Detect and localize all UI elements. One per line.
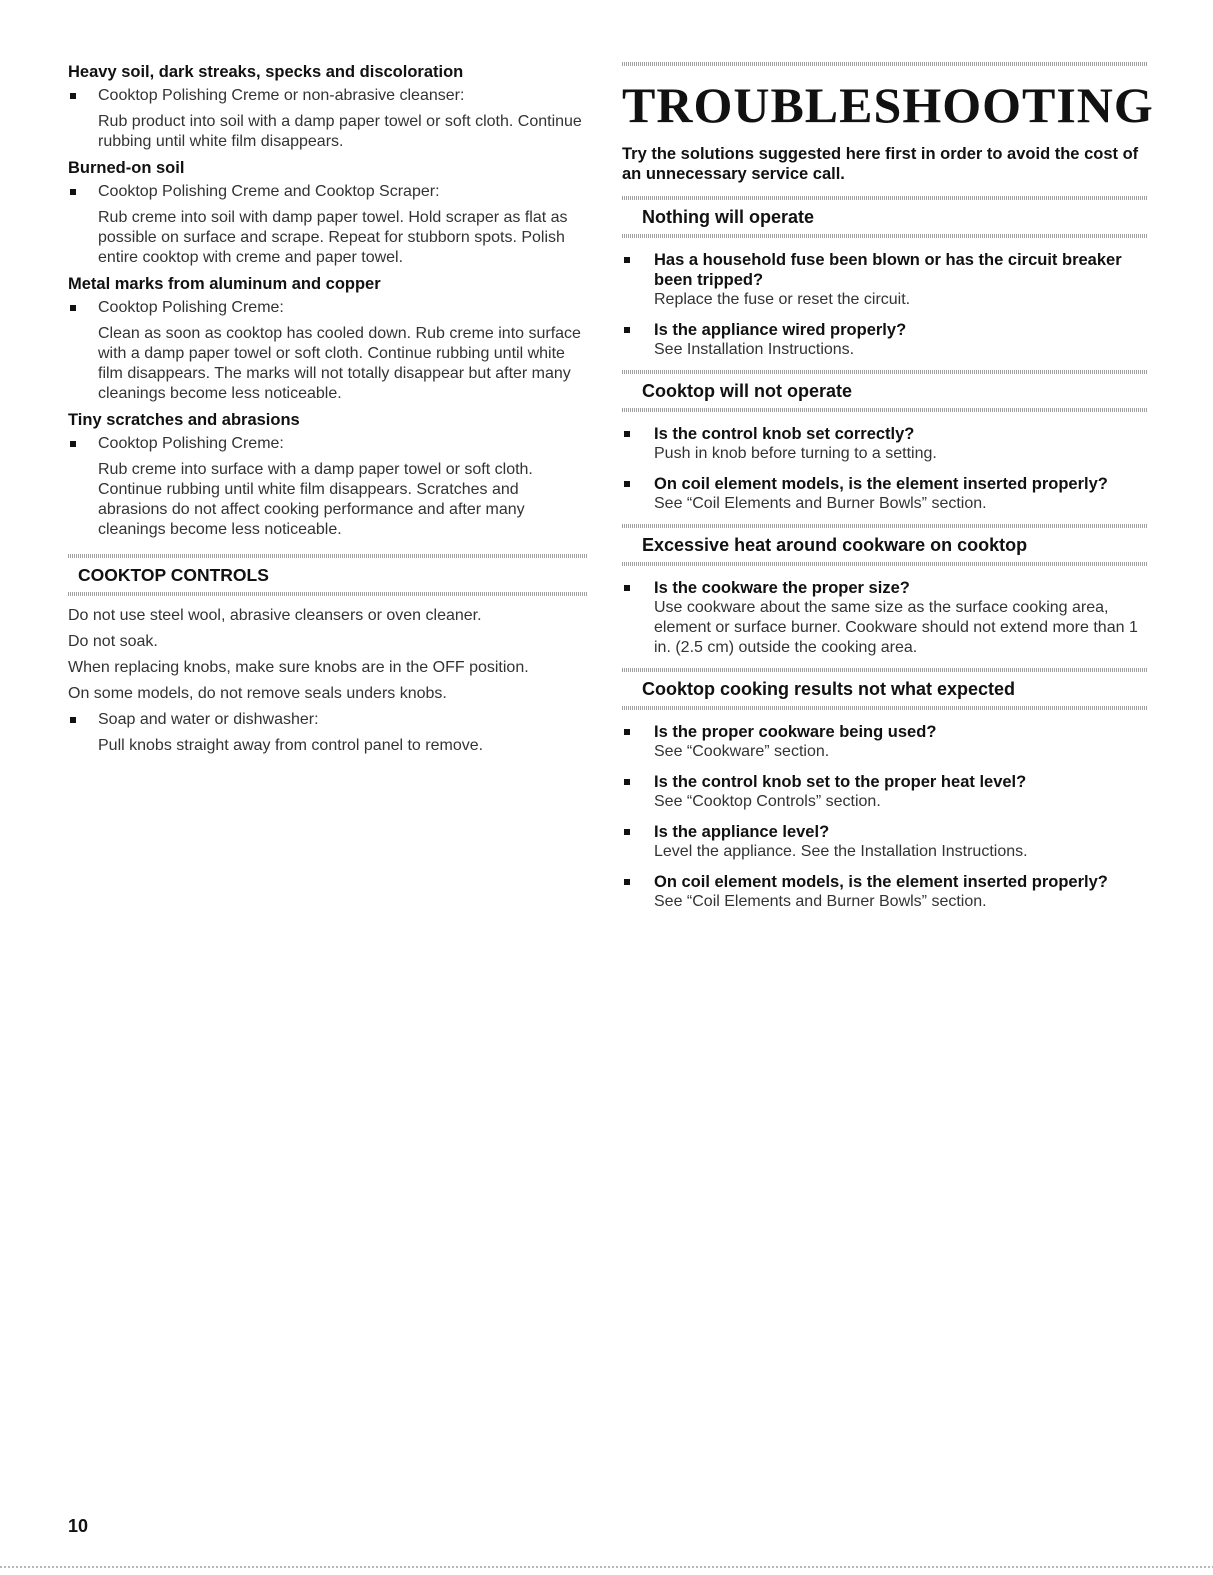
trouble-answer: See Installation Instructions. <box>654 341 855 358</box>
dotted-rule <box>622 524 1147 528</box>
page-number: 10 <box>68 1516 89 1536</box>
trouble-question: Has a household fuse been blown or has the circuit breaker been tripped? <box>654 251 1122 289</box>
cleaning-bullet: Cooktop Polishing Creme or non-abrasive cleanser: <box>68 86 588 106</box>
trouble-section-title: Cooktop cooking results not what expected <box>642 679 1016 699</box>
dotted-rule <box>68 554 588 558</box>
dotted-rule <box>622 408 1147 412</box>
trouble-answer: See “Cooktop Controls” section. <box>654 793 881 810</box>
trouble-item <box>622 722 1147 762</box>
trouble-question: Is the proper cookware being used? <box>654 723 937 741</box>
dotted-rule <box>622 562 1147 566</box>
cleaning-bullet: Cooktop Polishing Creme and Cooktop Scraper: <box>68 182 588 202</box>
dotted-rule <box>622 668 1147 672</box>
trouble-question: On coil element models, is the element inserted properly? <box>654 475 1108 493</box>
cooktop-controls-title: COOKTOP CONTROLS <box>78 565 269 585</box>
trouble-section-header <box>622 370 1147 412</box>
trouble-answer: See “Cookware” section. <box>654 743 830 760</box>
controls-bullet: Soap and water or dishwasher: <box>68 710 588 730</box>
page-title: TROUBLESHOOTING <box>622 77 1154 133</box>
dotted-rule <box>622 234 1147 238</box>
trouble-question: On coil element models, is the element inserted properly? <box>654 873 1108 891</box>
trouble-section-header <box>622 524 1147 566</box>
trouble-item <box>622 578 1147 658</box>
dotted-rule <box>622 370 1147 374</box>
cleaning-body: Rub creme into soil with damp paper towel. Hold scraper as flat as possible on surface and scrape. Repeat for stubborn spots. Polish entire cooktop with creme and paper towel. <box>98 209 568 266</box>
trouble-answer: See “Coil Elements and Burner Bowls” section. <box>654 495 987 512</box>
trouble-section-header <box>622 668 1147 710</box>
trouble-answer: See “Coil Elements and Burner Bowls” section. <box>654 893 987 910</box>
cleaning-heading: Burned-on soil <box>68 159 185 177</box>
cleaning-block <box>68 410 588 540</box>
trouble-item <box>622 320 1147 360</box>
trouble-item <box>622 772 1147 812</box>
trouble-question: Is the appliance level? <box>654 823 830 841</box>
trouble-question: Is the control knob set correctly? <box>654 425 915 443</box>
cleaning-body: Rub product into soil with a damp paper towel or soft cloth. Continue rubbing until white film disappears. <box>98 113 582 150</box>
left-column <box>68 62 588 762</box>
cleaning-body: Rub creme into surface with a damp paper towel or soft cloth. Continue rubbing until white film disappears. Scratches and abrasions do not affect cooking performance and after many cleanings become less noticeable. <box>98 461 533 538</box>
dotted-rule <box>622 196 1147 200</box>
controls-paragraph: Do not soak. <box>68 633 158 650</box>
cleaning-block <box>68 274 588 404</box>
controls-paragraph: When replacing knobs, make sure knobs are in the OFF position. <box>68 659 529 676</box>
bottom-border <box>0 1566 1213 1568</box>
cleaning-heading: Tiny scratches and abrasions <box>68 411 300 429</box>
trouble-item <box>622 474 1147 514</box>
trouble-answer: Push in knob before turning to a setting. <box>654 445 937 462</box>
trouble-section-header <box>622 196 1147 238</box>
cleaning-bullet: Cooktop Polishing Creme: <box>68 434 588 454</box>
dotted-rule <box>68 592 588 596</box>
intro-text: Try the solutions suggested here first in order to avoid the cost of an unnecessary service call. <box>622 145 1139 183</box>
cleaning-bullet: Cooktop Polishing Creme: <box>68 298 588 318</box>
cooktop-controls-header <box>68 554 588 596</box>
controls-body: Pull knobs straight away from control panel to remove. <box>98 737 484 754</box>
trouble-item <box>622 872 1147 912</box>
trouble-answer: Use cookware about the same size as the surface cooking area, element or surface burner. Cookware should not extend more than 1 in. (2.5 cm) outside the cooking area. <box>654 599 1138 656</box>
trouble-question: Is the cookware the proper size? <box>654 579 910 597</box>
right-column <box>622 62 1154 922</box>
trouble-question: Is the appliance wired properly? <box>654 321 907 339</box>
trouble-item <box>622 822 1147 862</box>
cleaning-body: Clean as soon as cooktop has cooled down. Rub creme into surface with a damp paper towel or soft cloth. Continue rubbing until white film disappears. The marks will not totally disappear but after many cleanings become less noticeable. <box>98 325 581 402</box>
cleaning-heading: Heavy soil, dark streaks, specks and discoloration <box>68 63 464 81</box>
trouble-answer: Level the appliance. See the Installation Instructions. <box>654 843 1028 860</box>
cleaning-block <box>68 62 588 152</box>
dotted-rule <box>622 62 1147 66</box>
trouble-section-title: Excessive heat around cookware on cooktop <box>642 535 1028 555</box>
trouble-item <box>622 250 1147 310</box>
trouble-item <box>622 424 1147 464</box>
dotted-rule <box>622 706 1147 710</box>
cleaning-block <box>68 158 588 268</box>
controls-paragraph: Do not use steel wool, abrasive cleansers or oven cleaner. <box>68 607 482 624</box>
cleaning-heading: Metal marks from aluminum and copper <box>68 275 381 293</box>
trouble-section-title: Cooktop will not operate <box>642 381 852 401</box>
trouble-question: Is the control knob set to the proper heat level? <box>654 773 1027 791</box>
trouble-answer: Replace the fuse or reset the circuit. <box>654 291 911 308</box>
trouble-section-title: Nothing will operate <box>642 207 815 227</box>
controls-paragraph: On some models, do not remove seals unders knobs. <box>68 685 447 702</box>
